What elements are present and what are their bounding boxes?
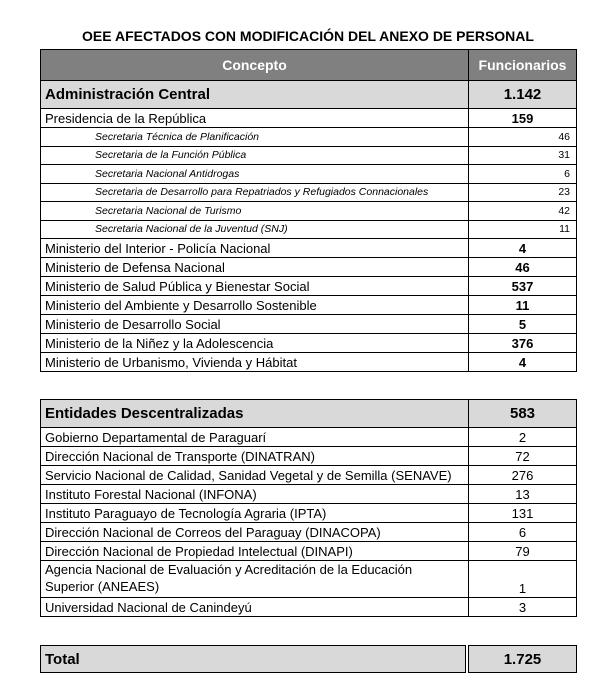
table-row xyxy=(41,542,577,561)
row-label: Presidencia de la República xyxy=(41,109,469,128)
row-label: Dirección Nacional de Transporte (DINATRAN) xyxy=(41,447,469,466)
sub-row-value: 6 xyxy=(469,165,577,184)
sub-row-value: 11 xyxy=(469,220,577,239)
row-value: 5 xyxy=(469,315,577,334)
header-funcionarios: Funcionarios xyxy=(469,50,577,81)
row-value: 13 xyxy=(469,485,577,504)
row-label: Ministerio de Defensa Nacional xyxy=(41,258,469,277)
table-row xyxy=(41,277,577,296)
row-value: 6 xyxy=(469,523,577,542)
row-label: Ministerio de Desarrollo Social xyxy=(41,315,469,334)
sub-row-label: Secretaria de la Función Pública xyxy=(41,146,469,165)
row-value: 4 xyxy=(469,353,577,372)
row-value: 537 xyxy=(469,277,577,296)
table-row xyxy=(41,353,577,372)
row-value: 1 xyxy=(469,561,577,598)
row-label: Ministerio del Interior - Policía Nacional xyxy=(41,239,469,258)
row-value: 79 xyxy=(469,542,577,561)
document-title: OEE AFECTADOS CON MODIFICACIÓN DEL ANEXO DE PERSONAL xyxy=(82,28,534,44)
sub-row-label: Secretaria Técnica de Planificación xyxy=(41,128,469,147)
sub-row-label: Secretaria Nacional de Turismo xyxy=(41,202,469,221)
section-row-central xyxy=(41,81,577,109)
row-label: Instituto Forestal Nacional (INFONA) xyxy=(41,485,469,504)
row-label: Ministerio del Ambiente y Desarrollo Sostenible xyxy=(41,296,469,315)
sub-row-value: 31 xyxy=(469,146,577,165)
row-label: Dirección Nacional de Propiedad Intelectual (DINAPI) xyxy=(41,542,469,561)
row-value: 276 xyxy=(469,466,577,485)
sub-row xyxy=(41,165,577,184)
row-value: 3 xyxy=(469,598,577,617)
row-label: Instituto Paraguayo de Tecnología Agraria (IPTA) xyxy=(41,504,469,523)
sub-row xyxy=(41,220,577,239)
table-row xyxy=(41,447,577,466)
row-value: 4 xyxy=(469,239,577,258)
descentralizadas-table xyxy=(40,399,577,617)
section-value: 583 xyxy=(469,400,577,428)
sub-row-label: Secretaria Nacional de la Juventud (SNJ) xyxy=(41,220,469,239)
table-row xyxy=(41,428,577,447)
sub-row xyxy=(41,146,577,165)
row-value: 46 xyxy=(469,258,577,277)
row-value: 131 xyxy=(469,504,577,523)
row-label: Dirección Nacional de Correos del Paraguay (DINACOPA) xyxy=(41,523,469,542)
header-row xyxy=(41,50,577,81)
row-value: 72 xyxy=(469,447,577,466)
section-label: Administración Central xyxy=(41,81,469,109)
total-label: Total xyxy=(41,646,466,673)
row-label: Ministerio de Salud Pública y Bienestar Social xyxy=(41,277,469,296)
sub-row-value: 46 xyxy=(469,128,577,147)
section-value: 1.142 xyxy=(469,81,577,109)
sub-row-value: 23 xyxy=(469,183,577,202)
total-value: 1.725 xyxy=(469,646,577,673)
row-value: 376 xyxy=(469,334,577,353)
table-row xyxy=(41,258,577,277)
table-row xyxy=(41,466,577,485)
header-concepto: Concepto xyxy=(41,50,469,81)
section-row-descentralizadas xyxy=(41,400,577,428)
table-row xyxy=(41,109,577,128)
row-label: Ministerio de la Niñez y la Adolescencia xyxy=(41,334,469,353)
table-row xyxy=(41,334,577,353)
table-row xyxy=(41,504,577,523)
sub-row xyxy=(41,202,577,221)
central-table xyxy=(40,49,577,372)
row-label: Servicio Nacional de Calidad, Sanidad Vegetal y de Semilla (SENAVE) xyxy=(41,466,469,485)
table-row xyxy=(41,485,577,504)
table-row xyxy=(41,523,577,542)
row-label: Gobierno Departamental de Paraguarí xyxy=(41,428,469,447)
row-value: 159 xyxy=(469,109,577,128)
table-row xyxy=(41,561,577,598)
row-value: 2 xyxy=(469,428,577,447)
table-row xyxy=(41,296,577,315)
table-row xyxy=(41,315,577,334)
sub-row-label: Secretaria de Desarrollo para Repatriados y Refugiados Connacionales xyxy=(41,183,469,202)
row-label: Agencia Nacional de Evaluación y Acreditación de la Educación Superior (ANEAES) xyxy=(41,561,469,598)
row-label: Ministerio de Urbanismo, Vivienda y Hábitat xyxy=(41,353,469,372)
total-row xyxy=(40,645,577,673)
row-label: Universidad Nacional de Canindeyú xyxy=(41,598,469,617)
row-value: 11 xyxy=(469,296,577,315)
sub-row-label: Secretaria Nacional Antidrogas xyxy=(41,165,469,184)
sub-row xyxy=(41,183,577,202)
sub-row-value: 42 xyxy=(469,202,577,221)
table-row xyxy=(41,239,577,258)
sub-row xyxy=(41,128,577,147)
section-label: Entidades Descentralizadas xyxy=(41,400,469,428)
table-row xyxy=(41,598,577,617)
